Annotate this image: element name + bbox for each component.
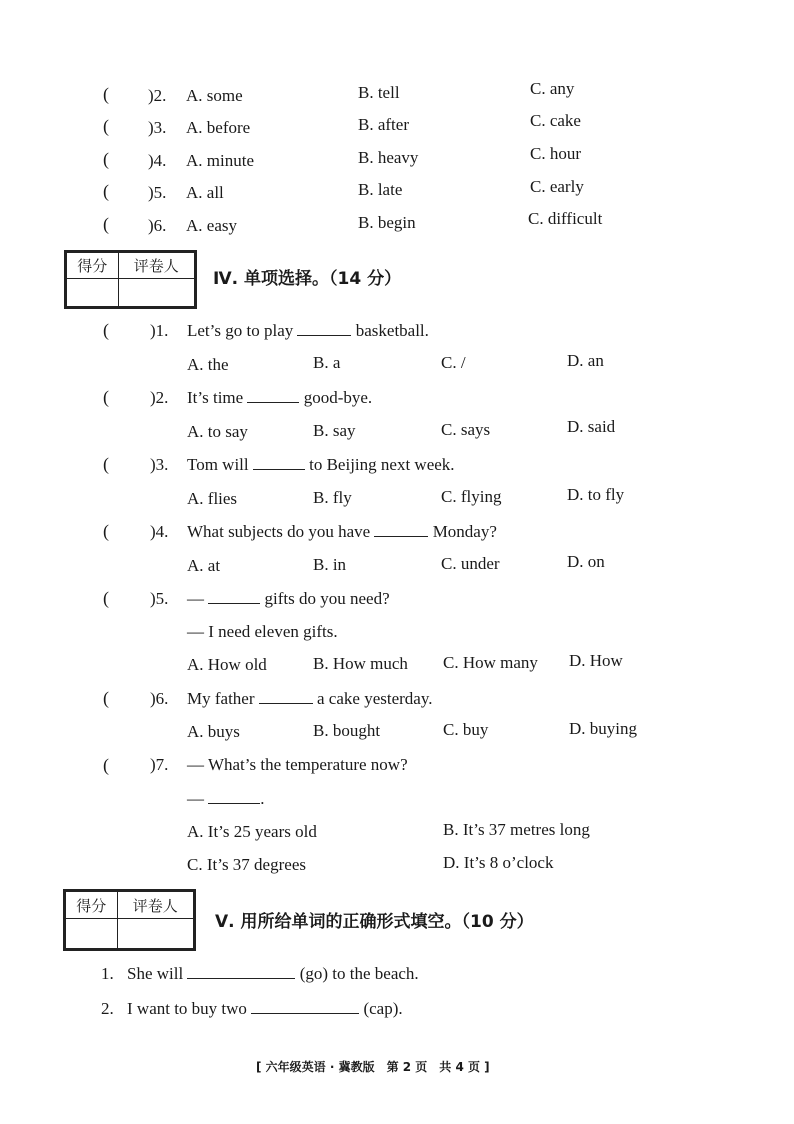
option-b: B. say [313, 421, 356, 440]
option-c: C. under [441, 554, 500, 573]
option-d: D. to fly [567, 485, 625, 504]
grader-cell[interactable] [118, 279, 194, 307]
answer-paren[interactable]: ( [103, 84, 109, 104]
stem-text: gifts do you need? [264, 589, 390, 608]
option-b: B. heavy [358, 148, 419, 167]
answer-blank[interactable] [187, 977, 295, 979]
page-footer: [ 六年级英语 · 冀教版 第 2 页 共 4 页 ] [256, 1060, 490, 1074]
question-number: )6. [148, 216, 167, 235]
stem-text: a cake yesterday. [317, 689, 433, 708]
option-a: A. some [186, 86, 243, 105]
answer-blank[interactable] [297, 334, 351, 336]
grader-label: 评卷人 [118, 253, 194, 279]
answer-paren[interactable]: ( [103, 320, 109, 340]
answer-paren[interactable]: ( [103, 149, 109, 169]
option-b: B. tell [358, 83, 400, 102]
answer-paren[interactable]: ( [103, 521, 109, 541]
option-b: B. a [313, 353, 341, 372]
word-hint: (cap) [363, 999, 399, 1018]
option-c: C. says [441, 420, 491, 439]
stem-text: — [187, 789, 204, 808]
grader-label: 评卷人 [117, 892, 193, 919]
question-number: )4. [150, 522, 169, 541]
score-box [63, 889, 196, 951]
answer-paren[interactable]: ( [103, 454, 109, 474]
question-number: )5. [150, 589, 169, 608]
question-stem [187, 522, 497, 542]
option-c: C. / [441, 353, 466, 372]
answer-paren[interactable]: ( [103, 588, 109, 608]
option-c: C. any [530, 79, 575, 98]
question-number: )2. [148, 86, 167, 105]
stem-text: She will [127, 964, 184, 983]
option-b: B. It’s 37 metres long [443, 820, 590, 839]
stem-text: My father [187, 689, 255, 708]
option-d: D. It’s 8 o’clock [443, 853, 554, 872]
dialog-line [187, 789, 265, 809]
question-stem [127, 964, 419, 984]
question-stem [187, 589, 390, 609]
option-a: A. the [187, 355, 229, 374]
option-b: B. fly [313, 488, 352, 507]
option-b: B. late [358, 180, 403, 199]
stem-text: Let’s go to play [187, 321, 294, 340]
answer-blank[interactable] [253, 468, 305, 470]
option-c: C. How many [443, 653, 538, 672]
question-number: )6. [150, 689, 169, 708]
option-a: A. at [187, 556, 221, 575]
stem-text: good-bye. [303, 388, 373, 407]
question-number: )7. [150, 755, 169, 774]
option-d: D. buying [569, 719, 637, 738]
question-number: )4. [148, 151, 167, 170]
stem-text: to the beach. [332, 964, 419, 983]
question-number: 2. [101, 999, 114, 1018]
option-c: C. hour [530, 144, 581, 163]
question-stem [187, 321, 429, 341]
option-c: C. early [530, 177, 584, 196]
question-stem [127, 999, 403, 1019]
question-stem [187, 388, 372, 408]
score-cell[interactable] [67, 279, 119, 307]
answer-paren[interactable]: ( [103, 688, 109, 708]
option-b: B. after [358, 115, 409, 134]
option-b: B. How much [313, 654, 408, 673]
stem-text: basketball. [355, 321, 429, 340]
option-c: C. flying [441, 487, 502, 506]
word-hint: (go) [299, 964, 329, 983]
section-title: Ⅴ. 用所给单词的正确形式填空。（10 分） [215, 912, 534, 932]
answer-blank[interactable] [208, 802, 260, 804]
option-b: B. begin [358, 213, 416, 232]
answer-blank[interactable] [208, 602, 260, 604]
answer-paren[interactable]: ( [103, 387, 109, 407]
stem-text: What subjects do you have [187, 522, 371, 541]
option-c: C. buy [443, 720, 489, 739]
answer-paren[interactable]: ( [103, 755, 109, 775]
answer-blank[interactable] [247, 401, 299, 403]
section-title: Ⅳ. 单项选择。（14 分） [213, 269, 402, 289]
stem-text: Monday? [432, 522, 497, 541]
option-a: A. easy [186, 216, 237, 235]
option-a: A. buys [187, 722, 240, 741]
answer-paren[interactable]: ( [103, 214, 109, 234]
option-a: A. before [186, 118, 251, 137]
option-d: D. said [567, 417, 616, 436]
option-a: A. flies [187, 489, 238, 508]
score-label: 得分 [67, 253, 119, 279]
question-number: )2. [150, 388, 169, 407]
option-a: A. How old [187, 655, 267, 674]
stem-text: — [187, 589, 204, 608]
stem-text: . [398, 999, 403, 1018]
stem-text: I want to buy two [127, 999, 247, 1018]
option-d: D. on [567, 552, 605, 571]
question-number: )1. [150, 321, 169, 340]
option-a: A. to say [187, 422, 248, 441]
question-number: 1. [101, 964, 114, 983]
question-number: )3. [150, 455, 169, 474]
stem-text: . [260, 789, 265, 808]
score-cell[interactable] [66, 919, 118, 949]
answer-blank[interactable] [374, 535, 428, 537]
option-b: B. in [313, 555, 347, 574]
question-number: )3. [148, 118, 167, 137]
option-c: C. cake [530, 111, 581, 130]
stem-text: It’s time [187, 388, 244, 407]
answer-blank[interactable] [251, 1012, 359, 1014]
question-stem [187, 455, 455, 475]
option-a: A. It’s 25 years old [187, 822, 317, 841]
option-d: D. How [569, 651, 623, 670]
grader-cell[interactable] [117, 919, 193, 949]
answer-paren[interactable]: ( [103, 116, 109, 136]
option-d: D. an [567, 351, 604, 370]
option-a: A. minute [186, 151, 254, 170]
option-c: C. difficult [528, 209, 603, 228]
score-box [64, 250, 197, 309]
stem-text: to Beijing next week. [309, 455, 455, 474]
stem-text: Tom will [187, 455, 249, 474]
question-number: )5. [148, 183, 167, 202]
score-label: 得分 [66, 892, 118, 919]
answer-paren[interactable]: ( [103, 181, 109, 201]
answer-blank[interactable] [259, 702, 313, 704]
question-stem: — What’s the temperature now? [187, 755, 408, 774]
option-b: B. bought [313, 721, 381, 740]
dialog-line: — I need eleven gifts. [187, 622, 338, 641]
option-c: C. It’s 37 degrees [187, 855, 306, 874]
option-a: A. all [186, 183, 224, 202]
question-stem [187, 689, 432, 709]
